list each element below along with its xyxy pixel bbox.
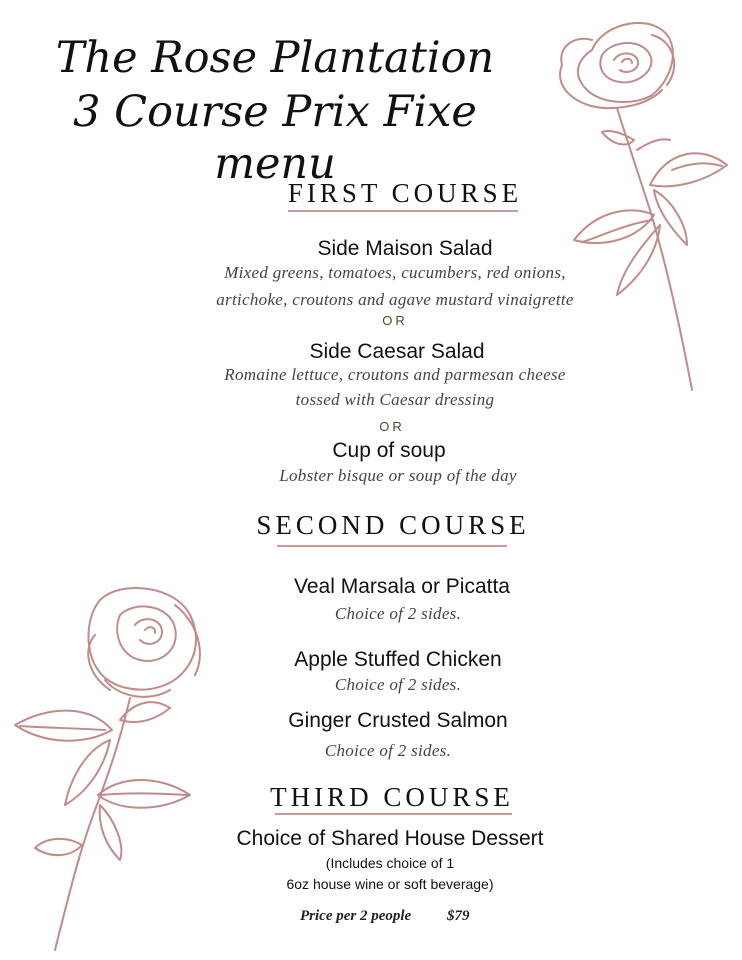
dish-side-maison-salad: Side Maison Salad xyxy=(317,237,493,260)
menu-title-line-1: The Rose Plantation xyxy=(55,33,495,83)
dish-side-caesar-salad: Side Caesar Salad xyxy=(309,340,485,363)
third-course-underline xyxy=(275,813,512,815)
price-label: Price per 2 people xyxy=(300,908,412,924)
dish-veal-marsala: Veal Marsala or Picatta xyxy=(294,575,510,598)
dish-ginger-crusted-salmon: Ginger Crusted Salmon xyxy=(288,709,508,732)
rose-illustration-bottom-left xyxy=(0,580,220,960)
or-separator-2: OR xyxy=(379,419,405,434)
price-value: $79 xyxy=(447,908,470,924)
dish-side-maison-salad-desc-1: Mixed greens, tomatoes, cucumbers, red onions, xyxy=(224,263,566,282)
dish-apple-stuffed-chicken: Apple Stuffed Chicken xyxy=(294,648,502,671)
dish-cup-of-soup: Cup of soup xyxy=(332,439,446,462)
first-course-underline xyxy=(288,210,518,212)
dessert-note-line-1: (Includes choice of 1 xyxy=(325,855,455,871)
dish-side-caesar-salad-desc-2: tossed with Caesar dressing xyxy=(295,390,495,409)
menu-title-line-2: 3 Course Prix Fixe menu xyxy=(73,87,477,189)
second-course-underline xyxy=(277,545,507,547)
first-course-heading: FIRST COURSE xyxy=(287,178,523,208)
dish-side-maison-salad-desc-2: artichoke, croutons and agave mustard vinaigrette xyxy=(216,290,574,309)
dish-apple-stuffed-chicken-desc: Choice of 2 sides. xyxy=(334,675,462,694)
dish-cup-of-soup-desc: Lobster bisque or soup of the day xyxy=(279,466,517,485)
dessert-note-line-2: 6oz house wine or soft beverage) xyxy=(286,876,494,892)
dish-ginger-crusted-salmon-desc: Choice of 2 sides. xyxy=(324,741,452,760)
dish-veal-marsala-desc: Choice of 2 sides. xyxy=(334,604,462,623)
third-course-heading: THIRD COURSE xyxy=(270,782,514,812)
second-course-heading: SECOND COURSE xyxy=(256,510,530,540)
or-separator-1: OR xyxy=(382,313,408,328)
dish-shared-house-dessert: Choice of Shared House Dessert xyxy=(236,827,544,850)
dish-side-caesar-salad-desc-1: Romaine lettuce, croutons and parmesan cheese xyxy=(224,365,566,384)
